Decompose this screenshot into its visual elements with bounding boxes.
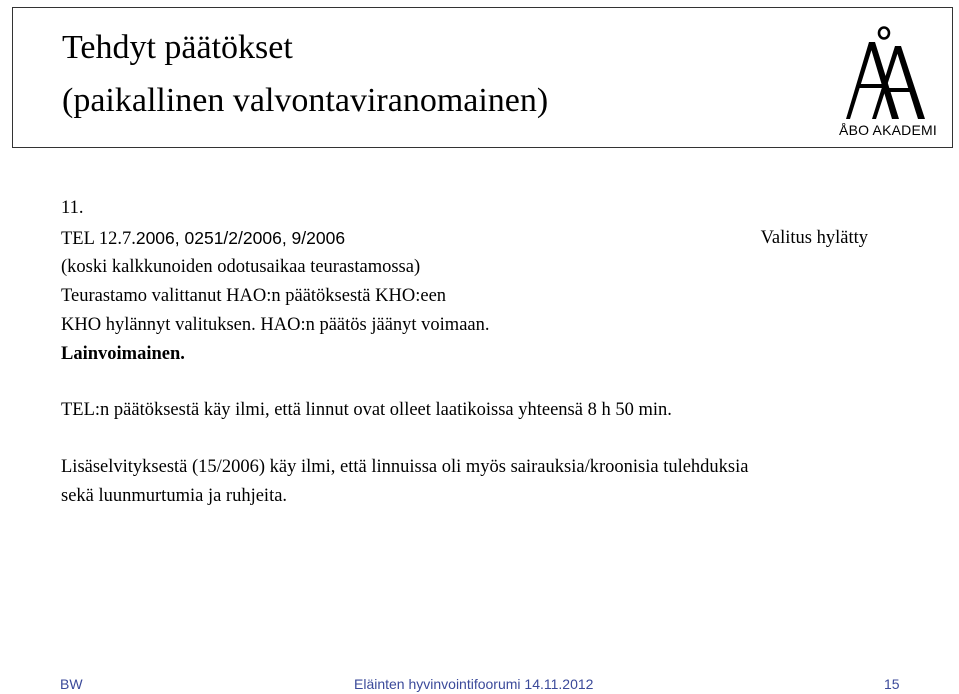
appeal-line: Teurastamo valittanut HAO:n päätöksestä KHO:een (61, 286, 447, 306)
case-reference (61, 226, 345, 251)
kho-decision-line: KHO hylännyt valituksen. HAO:n päätös jäänyt voimaan. (61, 315, 490, 335)
additional-report-line-1: Lisäselvityksestä (15/2006) käy ilmi, että linnuissa oli myös sairauksia/kroonisia tulehduksia (61, 457, 749, 477)
abo-akademi-logo (833, 26, 943, 141)
footer-page-number: 15 (884, 676, 900, 692)
footer-event: Eläinten hyvinvointifoorumi 14.11.2012 (354, 676, 594, 692)
final-status-line: Lainvoimainen. (61, 344, 185, 364)
tel-paragraph: TEL:n päätöksestä käy ilmi, että linnut ovat olleet laatikoissa yhteensä 8 h 50 min. (61, 400, 672, 420)
logo-text: ÅBO AKADEMI (839, 122, 937, 138)
additional-report-line-2: sekä luunmurtumia ja ruhjeita. (61, 486, 288, 506)
status-text: Valitus hylätty (760, 228, 868, 248)
slide-title-line-2: (paikallinen valvontaviranomainen) (62, 82, 549, 119)
subject-line: (koski kalkkunoiden odotusaikaa teurastamossa) (61, 257, 421, 277)
title-box (12, 7, 953, 148)
abo-akademi-emblem-icon (833, 26, 943, 121)
footer-author: BW (60, 676, 83, 692)
slide-title-line-1: Tehdyt päätökset (62, 29, 293, 66)
case-reference-rest: 2006, 0251/2/2006, 9/2006 (135, 228, 346, 248)
item-number: 11. (61, 198, 84, 218)
case-reference-prefix: TEL 12.7. (61, 229, 136, 249)
